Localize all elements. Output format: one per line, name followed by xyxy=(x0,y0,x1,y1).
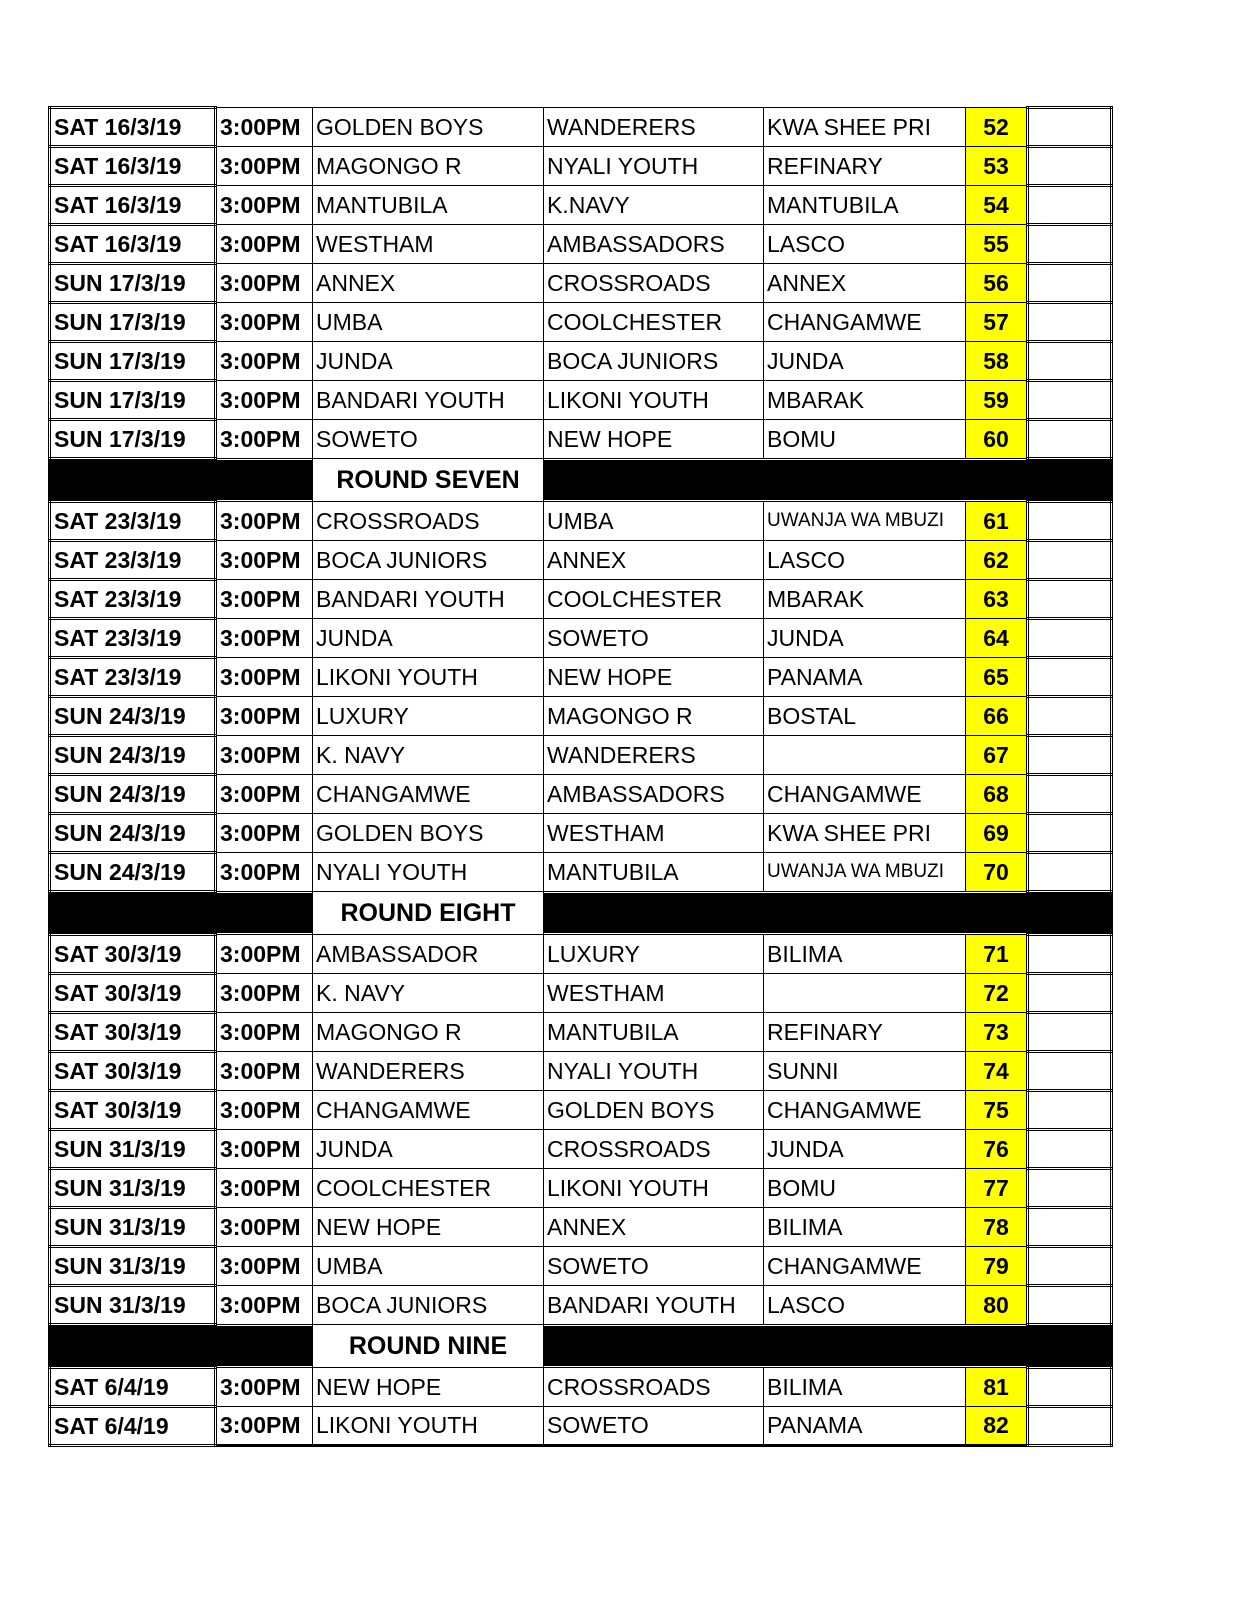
home-team: UMBA xyxy=(313,1247,544,1286)
away-team: ANNEX xyxy=(544,541,764,580)
match-time: 3:00PM xyxy=(216,580,313,619)
match-number: 71 xyxy=(966,935,1028,974)
match-number: 78 xyxy=(966,1208,1028,1247)
match-number: 81 xyxy=(966,1368,1028,1407)
result-box xyxy=(1028,1286,1112,1325)
match-date: SAT 23/3/19 xyxy=(50,658,216,697)
result-box xyxy=(1028,1407,1112,1446)
match-date: SAT 30/3/19 xyxy=(50,1052,216,1091)
fixture-row xyxy=(50,658,1112,697)
match-time: 3:00PM xyxy=(216,619,313,658)
result-box xyxy=(1028,1208,1112,1247)
away-team: NEW HOPE xyxy=(544,420,764,459)
match-number: 59 xyxy=(966,381,1028,420)
match-date: SAT 23/3/19 xyxy=(50,541,216,580)
match-date: SAT 23/3/19 xyxy=(50,619,216,658)
venue: MANTUBILA xyxy=(764,186,966,225)
fixture-row xyxy=(50,1286,1112,1325)
result-box xyxy=(1028,541,1112,580)
match-date: SAT 16/3/19 xyxy=(50,225,216,264)
match-number: 72 xyxy=(966,974,1028,1013)
away-team: BANDARI YOUTH xyxy=(544,1286,764,1325)
venue: CHANGAMWE xyxy=(764,775,966,814)
home-team: NYALI YOUTH xyxy=(313,853,544,892)
fixture-row xyxy=(50,1052,1112,1091)
venue: PANAMA xyxy=(764,658,966,697)
venue: JUNDA xyxy=(764,342,966,381)
fixture-row xyxy=(50,420,1112,459)
result-box xyxy=(1028,1368,1112,1407)
home-team: K. NAVY xyxy=(313,736,544,775)
fixture-row xyxy=(50,814,1112,853)
match-number: 68 xyxy=(966,775,1028,814)
match-date: SAT 30/3/19 xyxy=(50,1013,216,1052)
fixture-row xyxy=(50,264,1112,303)
away-team: SOWETO xyxy=(544,1247,764,1286)
home-team: BANDARI YOUTH xyxy=(313,381,544,420)
venue: REFINARY xyxy=(764,1013,966,1052)
away-team: LIKONI YOUTH xyxy=(544,1169,764,1208)
result-box xyxy=(1028,186,1112,225)
venue: JUNDA xyxy=(764,1130,966,1169)
result-box xyxy=(1028,1169,1112,1208)
venue: BILIMA xyxy=(764,1368,966,1407)
away-team: GOLDEN BOYS xyxy=(544,1091,764,1130)
away-team: LIKONI YOUTH xyxy=(544,381,764,420)
away-team: MANTUBILA xyxy=(544,1013,764,1052)
round-title: ROUND NINE xyxy=(313,1325,544,1368)
home-team: LUXURY xyxy=(313,697,544,736)
venue: SUNNI xyxy=(764,1052,966,1091)
fixture-row xyxy=(50,303,1112,342)
result-box xyxy=(1028,619,1112,658)
match-time: 3:00PM xyxy=(216,1130,313,1169)
result-box xyxy=(1028,1247,1112,1286)
home-team: JUNDA xyxy=(313,1130,544,1169)
match-date: SAT 23/3/19 xyxy=(50,580,216,619)
match-number: 57 xyxy=(966,303,1028,342)
away-team: BOCA JUNIORS xyxy=(544,342,764,381)
result-box xyxy=(1028,935,1112,974)
fixture-row xyxy=(50,381,1112,420)
match-number: 61 xyxy=(966,502,1028,541)
match-date: SUN 24/3/19 xyxy=(50,775,216,814)
match-number: 52 xyxy=(966,108,1028,147)
result-box xyxy=(1028,381,1112,420)
result-box xyxy=(1028,1091,1112,1130)
fixtures-table xyxy=(48,106,1113,1447)
away-team: WANDERERS xyxy=(544,108,764,147)
venue: LASCO xyxy=(764,541,966,580)
result-box xyxy=(1028,1130,1112,1169)
away-team: UMBA xyxy=(544,502,764,541)
match-number: 75 xyxy=(966,1091,1028,1130)
away-team: ANNEX xyxy=(544,1208,764,1247)
round-header-bar xyxy=(544,1325,1112,1368)
match-time: 3:00PM xyxy=(216,658,313,697)
result-box xyxy=(1028,736,1112,775)
match-date: SAT 30/3/19 xyxy=(50,974,216,1013)
venue: CHANGAMWE xyxy=(764,1091,966,1130)
result-box xyxy=(1028,974,1112,1013)
away-team: NEW HOPE xyxy=(544,658,764,697)
venue: ANNEX xyxy=(764,264,966,303)
match-time: 3:00PM xyxy=(216,1368,313,1407)
result-box xyxy=(1028,502,1112,541)
match-time: 3:00PM xyxy=(216,1286,313,1325)
result-box xyxy=(1028,658,1112,697)
away-team: SOWETO xyxy=(544,1407,764,1446)
venue: UWANJA WA MBUZI xyxy=(764,502,966,541)
match-date: SAT 30/3/19 xyxy=(50,1091,216,1130)
result-box xyxy=(1028,342,1112,381)
fixture-row xyxy=(50,619,1112,658)
match-time: 3:00PM xyxy=(216,697,313,736)
away-team: CROSSROADS xyxy=(544,1368,764,1407)
home-team: CROSSROADS xyxy=(313,502,544,541)
match-date: SAT 6/4/19 xyxy=(50,1368,216,1407)
home-team: LIKONI YOUTH xyxy=(313,658,544,697)
match-number: 77 xyxy=(966,1169,1028,1208)
fixture-row xyxy=(50,342,1112,381)
home-team: MAGONGO R xyxy=(313,1013,544,1052)
home-team: MANTUBILA xyxy=(313,186,544,225)
away-team: WESTHAM xyxy=(544,814,764,853)
venue: REFINARY xyxy=(764,147,966,186)
match-date: SUN 24/3/19 xyxy=(50,736,216,775)
match-number: 66 xyxy=(966,697,1028,736)
venue: MBARAK xyxy=(764,580,966,619)
home-team: WANDERERS xyxy=(313,1052,544,1091)
fixture-row xyxy=(50,541,1112,580)
home-team: CHANGAMWE xyxy=(313,1091,544,1130)
match-time: 3:00PM xyxy=(216,381,313,420)
venue: MBARAK xyxy=(764,381,966,420)
result-box xyxy=(1028,147,1112,186)
away-team: SOWETO xyxy=(544,619,764,658)
match-time: 3:00PM xyxy=(216,853,313,892)
result-box xyxy=(1028,814,1112,853)
match-time: 3:00PM xyxy=(216,1208,313,1247)
match-date: SUN 24/3/19 xyxy=(50,814,216,853)
fixture-row xyxy=(50,697,1112,736)
home-team: ANNEX xyxy=(313,264,544,303)
match-time: 3:00PM xyxy=(216,1247,313,1286)
match-date: SAT 16/3/19 xyxy=(50,108,216,147)
round-header-row xyxy=(50,892,1112,935)
away-team: MANTUBILA xyxy=(544,853,764,892)
venue xyxy=(764,736,966,775)
away-team: CROSSROADS xyxy=(544,264,764,303)
match-time: 3:00PM xyxy=(216,502,313,541)
result-box xyxy=(1028,1052,1112,1091)
home-team: NEW HOPE xyxy=(313,1368,544,1407)
match-number: 55 xyxy=(966,225,1028,264)
match-number: 79 xyxy=(966,1247,1028,1286)
match-number: 70 xyxy=(966,853,1028,892)
away-team: NYALI YOUTH xyxy=(544,147,764,186)
venue: BILIMA xyxy=(764,1208,966,1247)
match-time: 3:00PM xyxy=(216,1091,313,1130)
home-team: COOLCHESTER xyxy=(313,1169,544,1208)
fixture-row xyxy=(50,1169,1112,1208)
fixture-row xyxy=(50,225,1112,264)
match-number: 63 xyxy=(966,580,1028,619)
match-date: SAT 16/3/19 xyxy=(50,186,216,225)
home-team: BOCA JUNIORS xyxy=(313,1286,544,1325)
fixture-row xyxy=(50,1407,1112,1446)
fixture-row xyxy=(50,186,1112,225)
away-team: CROSSROADS xyxy=(544,1130,764,1169)
match-date: SAT 16/3/19 xyxy=(50,147,216,186)
match-time: 3:00PM xyxy=(216,147,313,186)
match-time: 3:00PM xyxy=(216,186,313,225)
match-time: 3:00PM xyxy=(216,814,313,853)
match-time: 3:00PM xyxy=(216,736,313,775)
match-number: 53 xyxy=(966,147,1028,186)
match-number: 62 xyxy=(966,541,1028,580)
result-box xyxy=(1028,303,1112,342)
home-team: K. NAVY xyxy=(313,974,544,1013)
match-number: 74 xyxy=(966,1052,1028,1091)
round-header-bar xyxy=(50,892,313,935)
match-date: SUN 31/3/19 xyxy=(50,1169,216,1208)
fixture-row xyxy=(50,1013,1112,1052)
venue: CHANGAMWE xyxy=(764,303,966,342)
match-date: SUN 31/3/19 xyxy=(50,1286,216,1325)
fixture-row xyxy=(50,108,1112,147)
match-number: 76 xyxy=(966,1130,1028,1169)
match-time: 3:00PM xyxy=(216,541,313,580)
home-team: UMBA xyxy=(313,303,544,342)
home-team: GOLDEN BOYS xyxy=(313,108,544,147)
home-team: JUNDA xyxy=(313,342,544,381)
fixture-row xyxy=(50,1091,1112,1130)
venue: CHANGAMWE xyxy=(764,1247,966,1286)
away-team: MAGONGO R xyxy=(544,697,764,736)
match-time: 3:00PM xyxy=(216,974,313,1013)
away-team: AMBASSADORS xyxy=(544,775,764,814)
away-team: WESTHAM xyxy=(544,974,764,1013)
round-header-bar xyxy=(50,459,313,502)
match-time: 3:00PM xyxy=(216,1169,313,1208)
away-team: AMBASSADORS xyxy=(544,225,764,264)
result-box xyxy=(1028,420,1112,459)
away-team: COOLCHESTER xyxy=(544,580,764,619)
match-number: 60 xyxy=(966,420,1028,459)
result-box xyxy=(1028,697,1112,736)
match-date: SUN 24/3/19 xyxy=(50,697,216,736)
match-date: SAT 30/3/19 xyxy=(50,935,216,974)
round-header-bar xyxy=(544,459,1112,502)
fixture-row xyxy=(50,853,1112,892)
fixture-row xyxy=(50,935,1112,974)
match-number: 69 xyxy=(966,814,1028,853)
result-box xyxy=(1028,580,1112,619)
fixture-row xyxy=(50,1208,1112,1247)
fixture-row xyxy=(50,775,1112,814)
home-team: JUNDA xyxy=(313,619,544,658)
match-date: SAT 6/4/19 xyxy=(50,1407,216,1446)
home-team: BANDARI YOUTH xyxy=(313,580,544,619)
away-team: LUXURY xyxy=(544,935,764,974)
round-title: ROUND SEVEN xyxy=(313,459,544,502)
match-time: 3:00PM xyxy=(216,1013,313,1052)
match-date: SUN 17/3/19 xyxy=(50,303,216,342)
match-number: 64 xyxy=(966,619,1028,658)
result-box xyxy=(1028,1013,1112,1052)
home-team: AMBASSADOR xyxy=(313,935,544,974)
match-date: SAT 23/3/19 xyxy=(50,502,216,541)
home-team: BOCA JUNIORS xyxy=(313,541,544,580)
match-time: 3:00PM xyxy=(216,775,313,814)
match-date: SUN 24/3/19 xyxy=(50,853,216,892)
match-time: 3:00PM xyxy=(216,1407,313,1446)
venue: UWANJA WA MBUZI xyxy=(764,853,966,892)
match-time: 3:00PM xyxy=(216,225,313,264)
result-box xyxy=(1028,108,1112,147)
home-team: MAGONGO R xyxy=(313,147,544,186)
venue: PANAMA xyxy=(764,1407,966,1446)
fixture-row xyxy=(50,147,1112,186)
match-number: 67 xyxy=(966,736,1028,775)
match-date: SUN 31/3/19 xyxy=(50,1247,216,1286)
match-date: SUN 31/3/19 xyxy=(50,1130,216,1169)
venue: BOSTAL xyxy=(764,697,966,736)
match-number: 54 xyxy=(966,186,1028,225)
match-number: 65 xyxy=(966,658,1028,697)
match-number: 58 xyxy=(966,342,1028,381)
match-date: SUN 17/3/19 xyxy=(50,264,216,303)
match-date: SUN 17/3/19 xyxy=(50,381,216,420)
round-header-bar xyxy=(544,892,1112,935)
home-team: NEW HOPE xyxy=(313,1208,544,1247)
venue: BOMU xyxy=(764,1169,966,1208)
result-box xyxy=(1028,775,1112,814)
match-number: 80 xyxy=(966,1286,1028,1325)
venue xyxy=(764,974,966,1013)
away-team: NYALI YOUTH xyxy=(544,1052,764,1091)
home-team: WESTHAM xyxy=(313,225,544,264)
venue: KWA SHEE PRI xyxy=(764,814,966,853)
match-number: 73 xyxy=(966,1013,1028,1052)
venue: BOMU xyxy=(764,420,966,459)
round-header-row xyxy=(50,459,1112,502)
match-date: SUN 31/3/19 xyxy=(50,1208,216,1247)
fixture-row xyxy=(50,502,1112,541)
result-box xyxy=(1028,264,1112,303)
venue: BILIMA xyxy=(764,935,966,974)
home-team: LIKONI YOUTH xyxy=(313,1407,544,1446)
venue: LASCO xyxy=(764,1286,966,1325)
fixture-row xyxy=(50,580,1112,619)
venue: KWA SHEE PRI xyxy=(764,108,966,147)
away-team: K.NAVY xyxy=(544,186,764,225)
match-date: SUN 17/3/19 xyxy=(50,342,216,381)
match-time: 3:00PM xyxy=(216,108,313,147)
venue: JUNDA xyxy=(764,619,966,658)
away-team: WANDERERS xyxy=(544,736,764,775)
away-team: COOLCHESTER xyxy=(544,303,764,342)
venue: LASCO xyxy=(764,225,966,264)
home-team: GOLDEN BOYS xyxy=(313,814,544,853)
result-box xyxy=(1028,225,1112,264)
fixture-row xyxy=(50,974,1112,1013)
fixture-row xyxy=(50,1368,1112,1407)
result-box xyxy=(1028,853,1112,892)
match-time: 3:00PM xyxy=(216,420,313,459)
home-team: CHANGAMWE xyxy=(313,775,544,814)
match-time: 3:00PM xyxy=(216,935,313,974)
fixture-row xyxy=(50,1247,1112,1286)
match-number: 82 xyxy=(966,1407,1028,1446)
round-title: ROUND EIGHT xyxy=(313,892,544,935)
home-team: SOWETO xyxy=(313,420,544,459)
round-header-row xyxy=(50,1325,1112,1368)
fixture-row xyxy=(50,736,1112,775)
match-time: 3:00PM xyxy=(216,342,313,381)
match-date: SUN 17/3/19 xyxy=(50,420,216,459)
match-time: 3:00PM xyxy=(216,303,313,342)
fixture-row xyxy=(50,1130,1112,1169)
match-time: 3:00PM xyxy=(216,264,313,303)
match-time: 3:00PM xyxy=(216,1052,313,1091)
match-number: 56 xyxy=(966,264,1028,303)
round-header-bar xyxy=(50,1325,313,1368)
